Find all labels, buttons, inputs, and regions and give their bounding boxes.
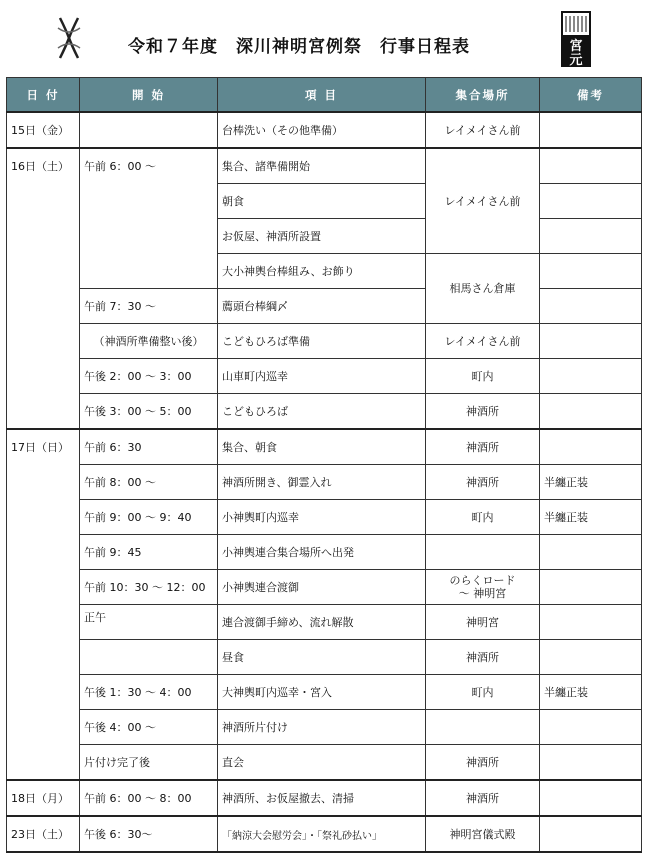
note-cell [540, 710, 642, 745]
table-row [7, 640, 642, 675]
item-cell: こどもひろば [218, 394, 426, 430]
place-cell: 神酒所 [426, 640, 540, 675]
start-cell: 午前 9：00 〜 9：40 [80, 500, 218, 535]
place-cell [426, 710, 540, 745]
start-cell: 午前 9：45 [80, 535, 218, 570]
note-cell [540, 570, 642, 605]
place-cell: 神酒所 [426, 780, 540, 816]
start-cell: 午後 3：00 〜 5：00 [80, 394, 218, 430]
table-row [7, 112, 642, 148]
date-cell: 16日（土） [7, 148, 80, 429]
item-cell: こどもひろば準備 [218, 324, 426, 359]
item-cell: 台棒洗い（その他準備） [218, 112, 426, 148]
date-cell: 15日（金） [7, 112, 80, 148]
note-cell: 半纏正装 [540, 500, 642, 535]
start-cell: 午後 4：00 〜 [80, 710, 218, 745]
table-row [7, 500, 642, 535]
start-cell: 午前 6：30 [80, 429, 218, 465]
start-cell: （神酒所準備整い後） [80, 324, 218, 359]
table-row [7, 148, 642, 184]
date-cell: 17日（日） [7, 429, 80, 780]
item-cell: お仮屋、神酒所設置 [218, 219, 426, 254]
column-header-start: 開 始 [80, 78, 218, 113]
place-cell: 町内 [426, 359, 540, 394]
place-cell: 神酒所 [426, 465, 540, 500]
item-cell: 山車町内巡幸 [218, 359, 426, 394]
note-cell [540, 359, 642, 394]
place-cell: レイメイさん前 [426, 324, 540, 359]
svg-text:宮: 宮 [569, 39, 583, 54]
place-cell: 神明宮 [426, 605, 540, 640]
table-row [7, 570, 642, 605]
note-cell [540, 394, 642, 430]
note-cell [540, 429, 642, 465]
item-cell: 小神輿連合渡御 [218, 570, 426, 605]
date-cell: 18日（月） [7, 780, 80, 816]
start-cell: 午後 1：30 〜 4：00 [80, 675, 218, 710]
start-cell [80, 112, 218, 148]
item-cell: 直会 [218, 745, 426, 781]
place-cell: 町内 [426, 500, 540, 535]
table-row [7, 535, 642, 570]
table-row [7, 745, 642, 781]
column-header-date: 日 付 [7, 78, 80, 113]
table-row [7, 465, 642, 500]
start-cell: 午前 6：00 〜 8：00 [80, 780, 218, 816]
table-row [7, 780, 642, 816]
item-cell: 小神輿町内巡幸 [218, 500, 426, 535]
start-cell: 午前 10：30 〜 12：00 [80, 570, 218, 605]
note-cell [540, 148, 642, 184]
item-cell: 連合渡御手締め、流れ解散 [218, 605, 426, 640]
note-cell [540, 254, 642, 289]
item-cell: 小神輿連合集合場所へ出発 [218, 535, 426, 570]
table-row [7, 605, 642, 640]
item-cell: 昼食 [218, 640, 426, 675]
table-row [7, 394, 642, 430]
note-cell [540, 289, 642, 324]
place-cell: 神酒所 [426, 429, 540, 465]
note-cell [540, 219, 642, 254]
item-cell: 神酒所開き、御霊入れ [218, 465, 426, 500]
place-cell: レイメイさん前 [426, 112, 540, 148]
note-cell: 半纏正装 [540, 465, 642, 500]
table-row [7, 429, 642, 465]
start-cell [80, 640, 218, 675]
note-cell [540, 324, 642, 359]
column-header-note: 備考 [540, 78, 642, 113]
place-cell: 相馬さん倉庫 [426, 254, 540, 324]
table-row [7, 359, 642, 394]
column-header-place: 集合場所 [426, 78, 540, 113]
table-row [7, 816, 642, 852]
item-cell: 神酒所片付け [218, 710, 426, 745]
item-cell: 大神輿町内巡幸・宮入 [218, 675, 426, 710]
start-cell: 午前 7：30 〜 [80, 289, 218, 324]
date-cell: 23日（土） [7, 816, 80, 852]
table-row [7, 324, 642, 359]
table-row [7, 710, 642, 745]
place-cell: のらくロード 〜 神明宮 [426, 570, 540, 605]
table-header-row [7, 78, 642, 113]
note-cell [540, 745, 642, 781]
table-row [7, 289, 642, 324]
item-cell: 集合、諸準備開始 [218, 148, 426, 184]
note-cell [540, 780, 642, 816]
start-cell: 午後 6：30〜 [80, 816, 218, 852]
header [0, 0, 647, 72]
start-cell: 午前 6：00 〜 [80, 148, 218, 289]
note-cell [540, 112, 642, 148]
shrine-crest-logo [52, 14, 86, 62]
start-cell: 午後 2：00 〜 3：00 [80, 359, 218, 394]
note-cell [540, 184, 642, 219]
note-cell [540, 640, 642, 675]
note-cell [540, 605, 642, 640]
place-cell: 神酒所 [426, 745, 540, 781]
note-cell [540, 535, 642, 570]
note-cell [540, 816, 642, 852]
place-cell: レイメイさん前 [426, 148, 540, 254]
item-cell: 大小神輿台棒組み、お飾り [218, 254, 426, 289]
start-cell: 正午 [80, 605, 218, 640]
start-cell: 片付け完了後 [80, 745, 218, 781]
schedule-table [6, 77, 642, 853]
item-cell: 神酒所、お仮屋撤去、清掃 [218, 780, 426, 816]
place-cell: 町内 [426, 675, 540, 710]
start-cell: 午前 8：00 〜 [80, 465, 218, 500]
page-title: 令和７年度 深川神明宮例祭 行事日程表 [128, 37, 470, 57]
item-cell: 集合、朝食 [218, 429, 426, 465]
place-cell: 神明宮儀式殿 [426, 816, 540, 852]
item-cell: 朝食 [218, 184, 426, 219]
item-cell: 「納涼大会慰労会」・「祭礼砂払い」 [218, 816, 426, 852]
note-cell: 半纏正装 [540, 675, 642, 710]
svg-text:元: 元 [569, 53, 583, 68]
column-header-item: 項 目 [218, 78, 426, 113]
item-cell: 薦頭台棒綱〆 [218, 289, 426, 324]
place-cell: 神酒所 [426, 394, 540, 430]
table-row [7, 675, 642, 710]
place-cell [426, 535, 540, 570]
miyamoto-stamp-logo [560, 10, 592, 68]
